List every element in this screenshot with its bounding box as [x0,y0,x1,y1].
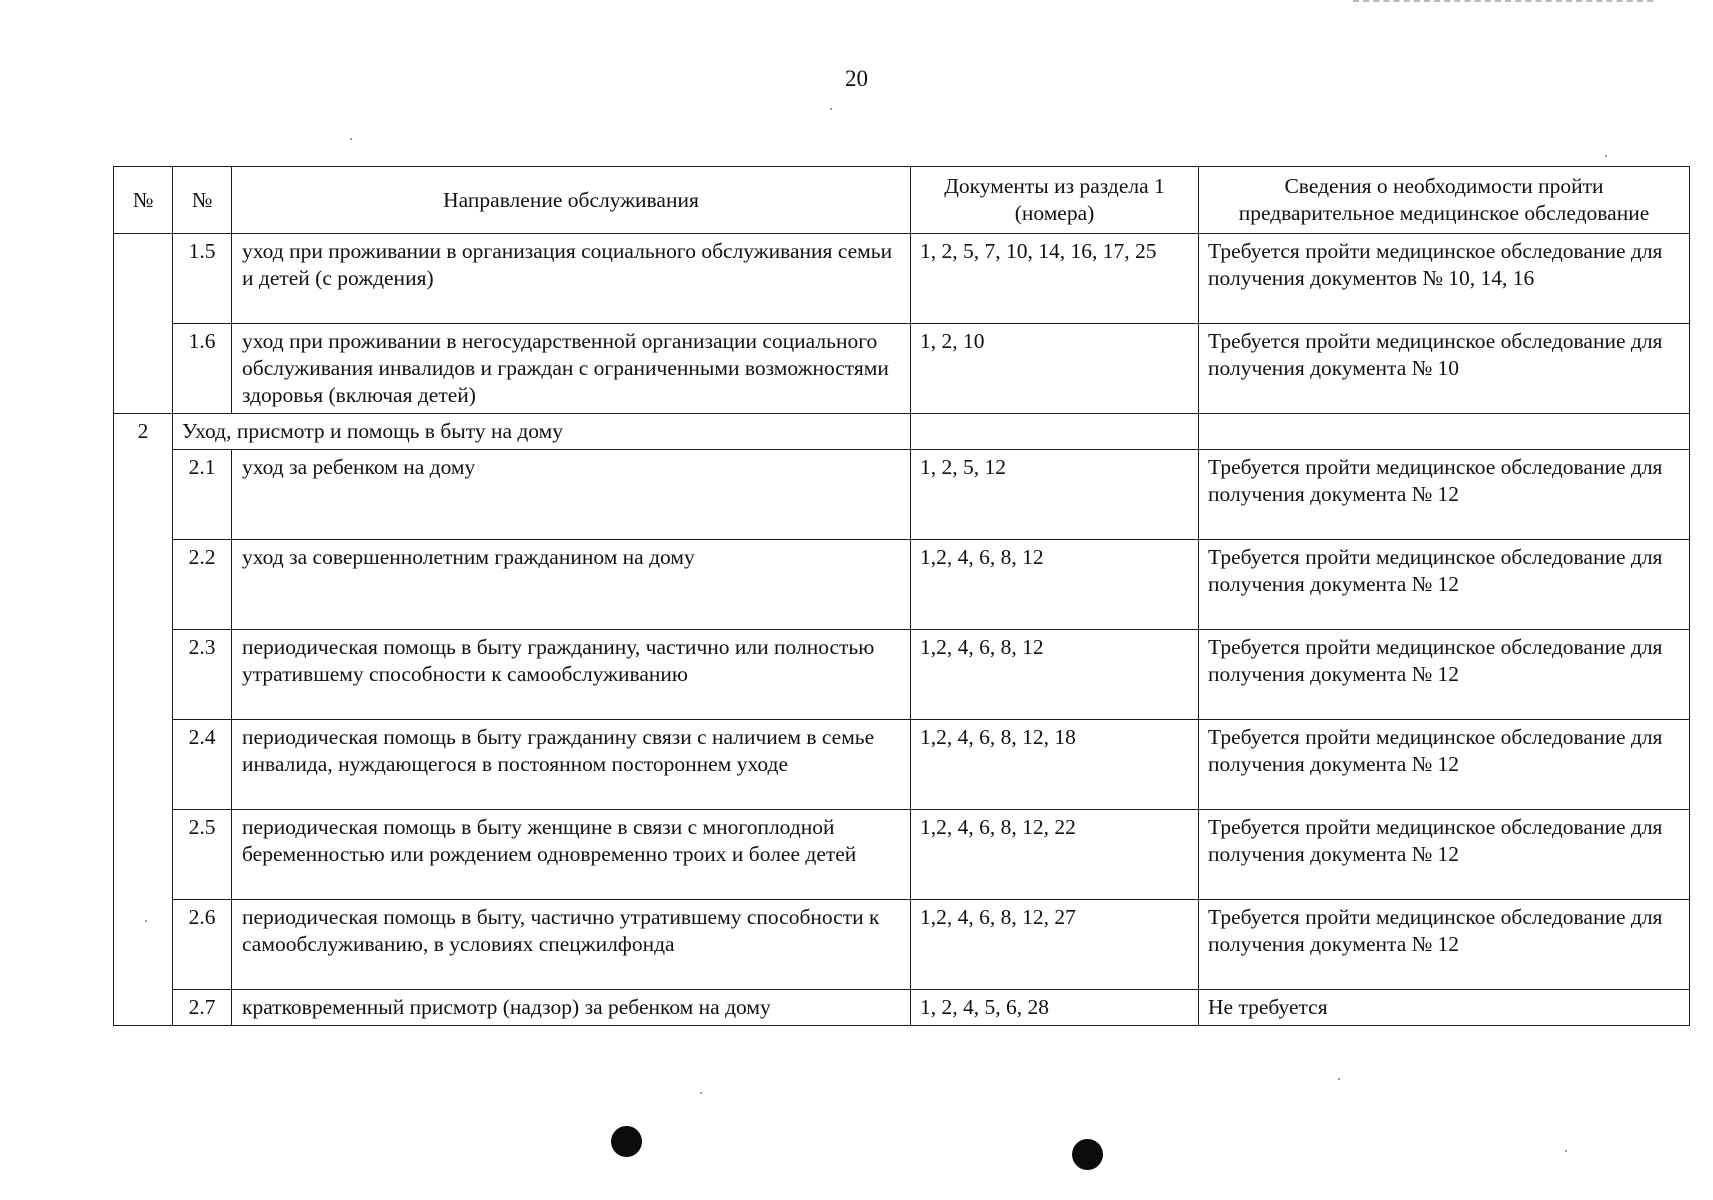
table-row [114,990,1690,1026]
row-direction: периодическая помощь в быту гражданину связи с наличием в семье инвалида, нуждающегося в постоянном постороннем уходе [232,720,911,810]
row-number: 2.2 [173,540,232,630]
row-number: 2.7 [173,990,232,1026]
row-documents: 1, 2, 4, 5, 6, 28 [911,990,1199,1026]
row-number: 2.3 [173,630,232,720]
header-medical: Сведения о необходимости пройти предварительное медицинское обследование [1199,167,1690,234]
row-documents: 1,2, 4, 6, 8, 12, 27 [911,900,1199,990]
row-documents: 1, 2, 5, 12 [911,450,1199,540]
binder-hole-left [611,1126,642,1157]
row-medical: Не требуется [1199,990,1690,1026]
scan-artifact-top [1353,0,1653,5]
scan-speck [1565,1150,1567,1152]
row-direction: кратковременный присмотр (надзор) за ребенком на дому [232,990,911,1026]
table-row [114,540,1690,630]
scan-speck [350,138,352,140]
row-medical: Требуется пройти медицинское обследование для получения документа № 12 [1199,540,1690,630]
scan-speck [1338,1078,1340,1080]
group-title: Уход, присмотр и помощь в быту на дому [173,414,911,450]
table-row [114,234,1690,324]
row-number: 2.6 [173,900,232,990]
row-medical: Требуется пройти медицинское обследование для получения документа № 12 [1199,450,1690,540]
row-documents: 1, 2, 10 [911,324,1199,414]
row-number: 1.5 [173,234,232,324]
row-documents: 1, 2, 5, 7, 10, 14, 16, 17, 25 [911,234,1199,324]
header-direction: Направление обслуживания [232,167,911,234]
table-row [114,810,1690,900]
group-number: 2 [114,414,173,1026]
scan-speck [830,108,832,110]
row-number: 2.5 [173,810,232,900]
row-direction: уход за ребенком на дому [232,450,911,540]
header-documents: Документы из раздела 1 (номера) [911,167,1199,234]
row-direction: уход за совершеннолетним гражданином на дому [232,540,911,630]
group-documents-empty [911,414,1199,450]
table-row [114,900,1690,990]
page-number: 20 [845,66,868,91]
services-table [113,166,1690,1026]
row-number: 2.1 [173,450,232,540]
row-medical: Требуется пройти медицинское обследование для получения документа № 12 [1199,810,1690,900]
row-number: 2.4 [173,720,232,810]
row-direction: периодическая помощь в быту женщине в связи с многоплодной беременностью или рождением одновременно троих и более детей [232,810,911,900]
row-medical: Требуется пройти медицинское обследование для получения документа № 12 [1199,630,1690,720]
row-medical: Требуется пройти медицинское обследование для получения документов № 10, 14, 16 [1199,234,1690,324]
binder-hole-right [1072,1139,1103,1170]
row-direction: уход при проживании в негосударственной организации социального обслуживания инвалидов и граждан с ограниченными возможностями здоровья (включая детей) [232,324,911,414]
table-header-row [114,167,1690,234]
row-documents: 1,2, 4, 6, 8, 12, 22 [911,810,1199,900]
group-cell-empty [114,234,173,414]
table-row [114,450,1690,540]
row-direction: периодическая помощь в быту гражданину, частично или полностью утратившему способности к самообслуживанию [232,630,911,720]
group-row [114,414,1690,450]
row-medical: Требуется пройти медицинское обследование для получения документа № 12 [1199,720,1690,810]
row-direction: периодическая помощь в быту, частично утратившему способности к самообслуживанию, в условиях спецжилфонда [232,900,911,990]
row-direction: уход при проживании в организация социального обслуживания семьи и детей (с рождения) [232,234,911,324]
group-medical-empty [1199,414,1690,450]
row-documents: 1,2, 4, 6, 8, 12 [911,540,1199,630]
row-medical: Требуется пройти медицинское обследование для получения документа № 12 [1199,900,1690,990]
table-row [114,720,1690,810]
scan-speck [1605,155,1607,157]
header-no-group: № [114,167,173,234]
table-row [114,324,1690,414]
scan-speck [145,920,147,922]
row-documents: 1,2, 4, 6, 8, 12 [911,630,1199,720]
scan-speck [700,1092,702,1094]
header-no-item: № [173,167,232,234]
row-medical: Требуется пройти медицинское обследование для получения документа № 10 [1199,324,1690,414]
row-number: 1.6 [173,324,232,414]
row-documents: 1,2, 4, 6, 8, 12, 18 [911,720,1199,810]
table-row [114,630,1690,720]
